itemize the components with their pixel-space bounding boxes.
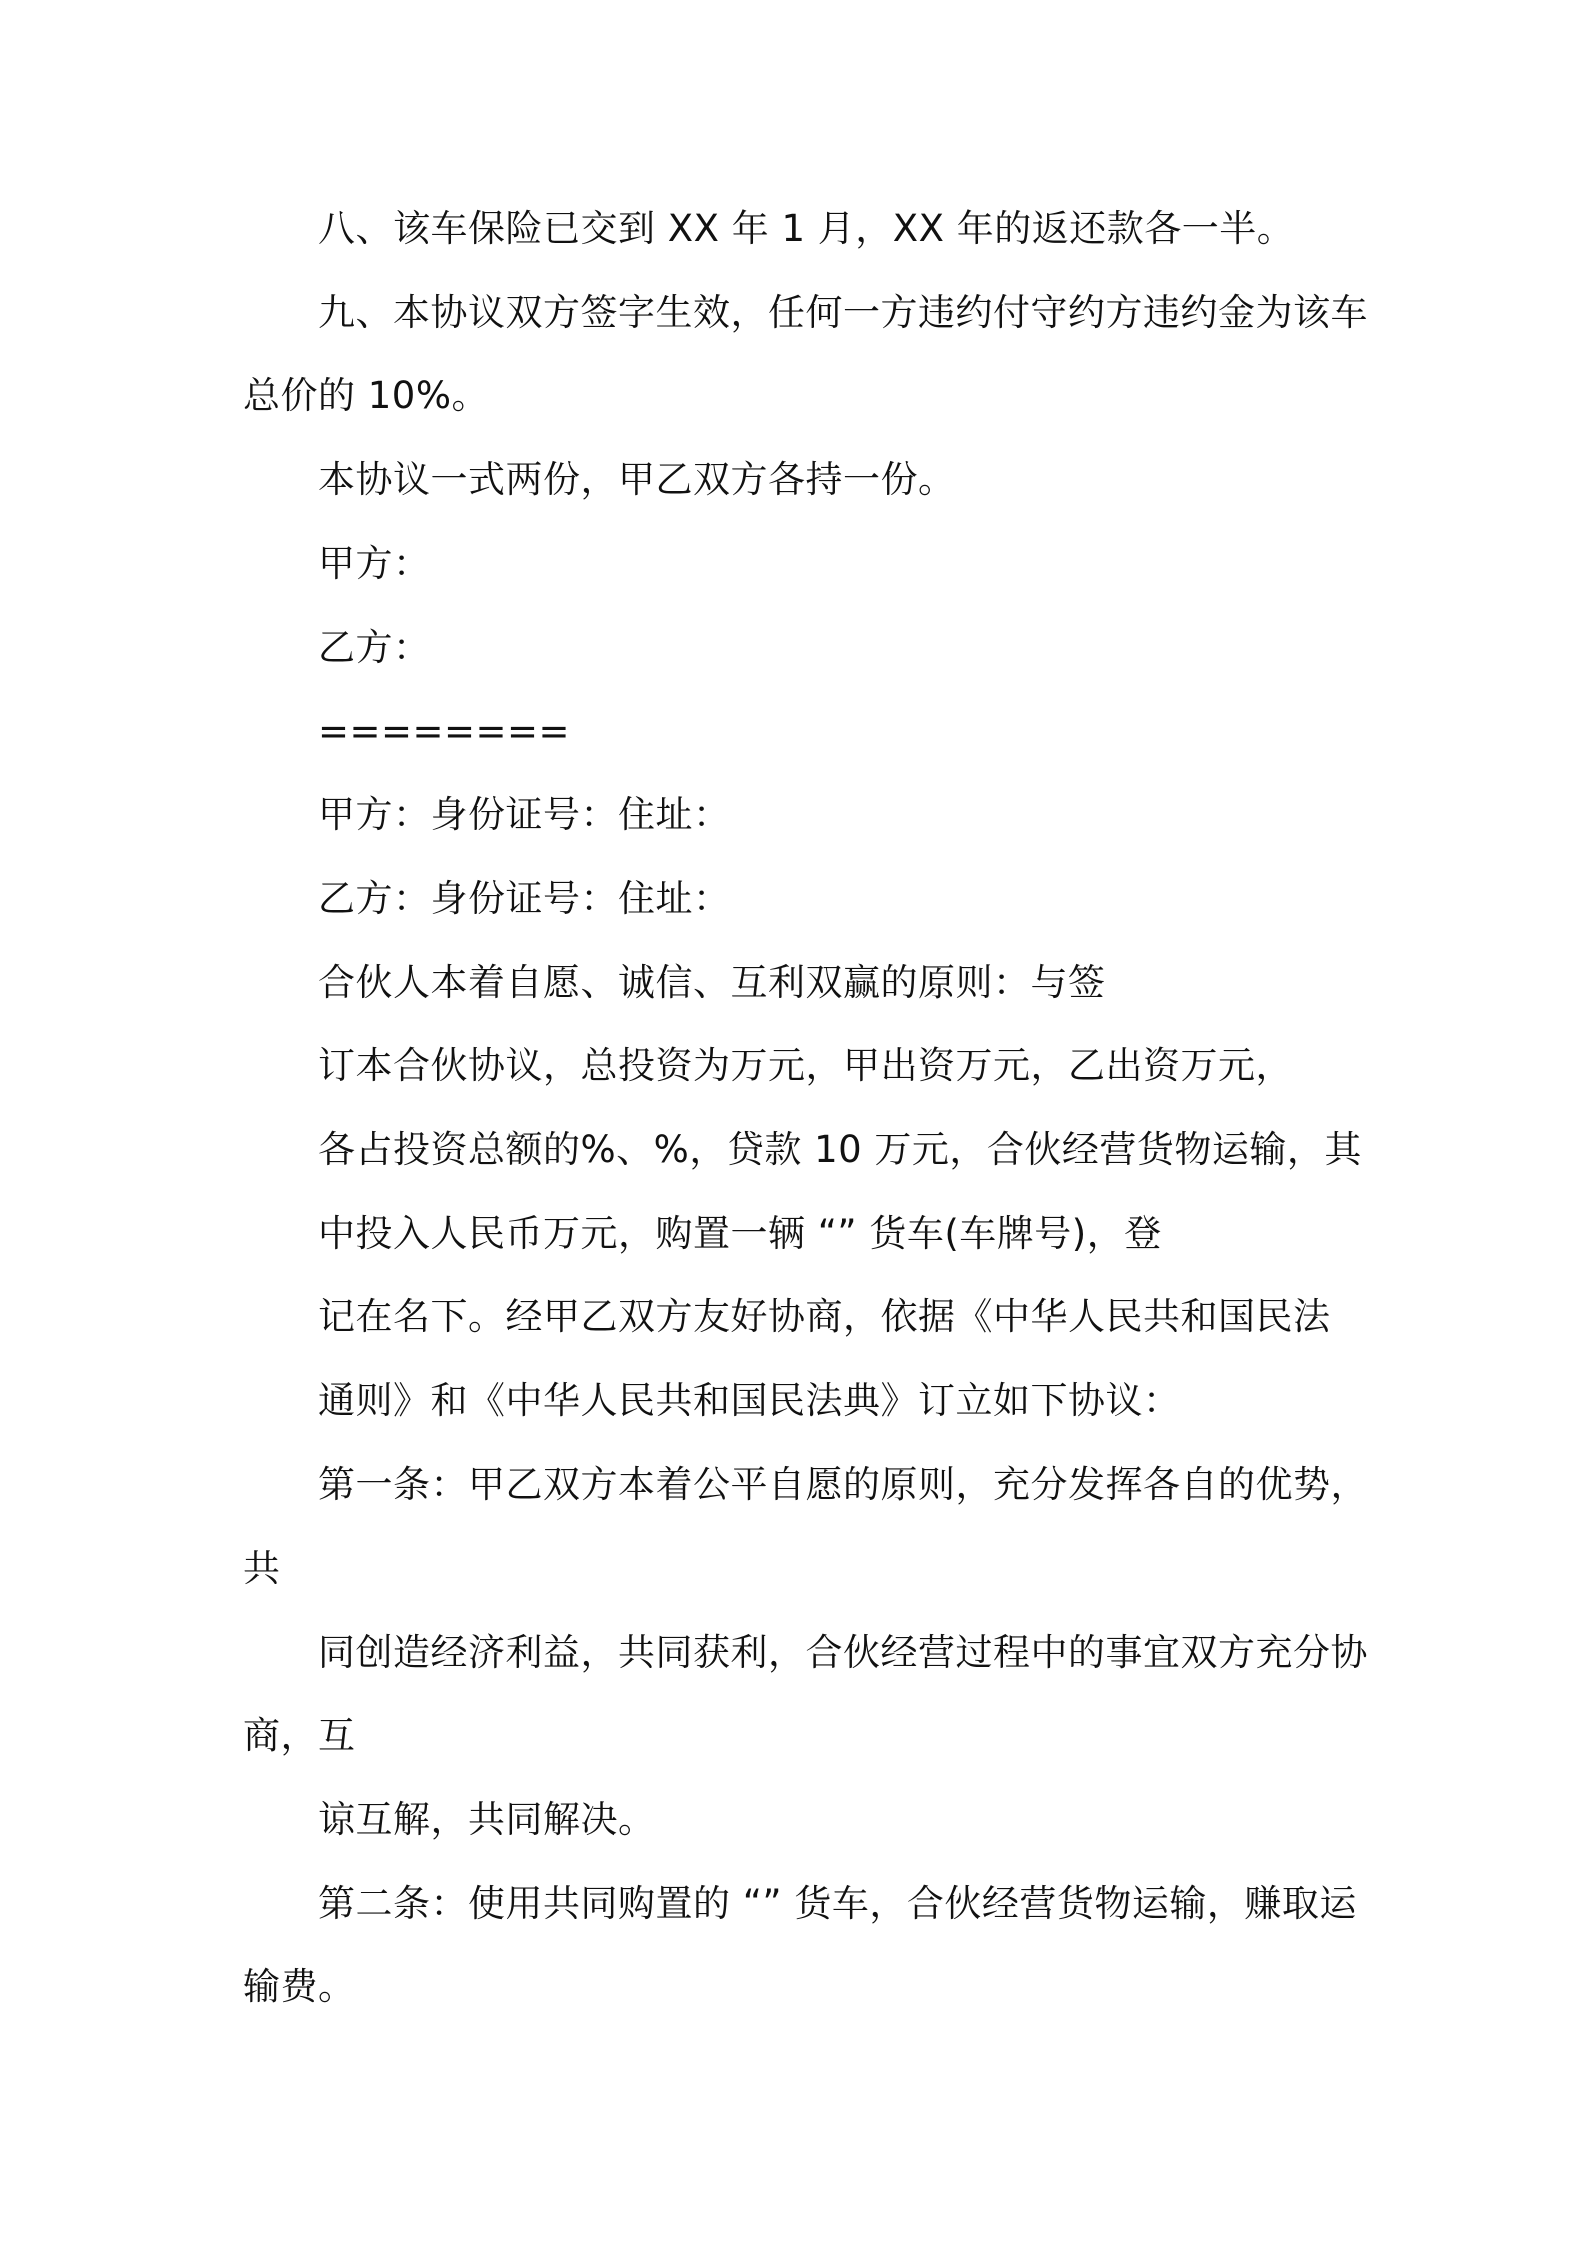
section-separator: ========: [318, 710, 571, 753]
copies-clause: 本协议一式两份，甲乙双方各持一份。: [318, 458, 956, 501]
preamble-line-6: 通则》和《中华人民共和国民法典》订立如下协议：: [318, 1379, 1181, 1422]
clause-9-line-2: 总价的 10%。: [243, 374, 489, 417]
article-1-line-3: 同创造经济利益，共同获利，合伙经营过程中的事宜双方充分协: [318, 1631, 1368, 1674]
party-b-signature-label: 乙方：: [318, 626, 431, 669]
preamble-line-5: 记在名下。经甲乙双方友好协商，依据《中华人民共和国民法: [318, 1295, 1331, 1338]
article-2-line-1: 第二条：使用共同购置的 “” 货车，合伙经营货物运输，赚取运: [318, 1882, 1357, 1925]
clause-8-line: 八、该车保险已交到 XX 年 1 月，XX 年的返还款各一半。: [318, 207, 1295, 250]
party-a-signature-label: 甲方：: [318, 542, 431, 585]
party-a-info-line: 甲方：身份证号：住址：: [318, 793, 731, 836]
article-1-line-4: 商，互: [243, 1714, 356, 1757]
clause-9-line-1: 九、本协议双方签字生效，任何一方违约付守约方违约金为该车: [318, 291, 1368, 334]
article-2-line-2: 输费。: [243, 1965, 356, 2008]
party-b-info-line: 乙方：身份证号：住址：: [318, 877, 731, 920]
article-1-line-2: 共: [243, 1547, 281, 1590]
preamble-line-4: 中投入人民币万元，购置一辆 “” 货车(车牌号)，登: [318, 1212, 1162, 1255]
preamble-line-3: 各占投资总额的%、%，贷款 10 万元，合伙经营货物运输，其: [318, 1128, 1362, 1171]
article-1-line-5: 谅互解，共同解决。: [318, 1798, 656, 1841]
preamble-line-1: 合伙人本着自愿、诚信、互利双赢的原则：与签: [318, 961, 1106, 1004]
preamble-line-2: 订本合伙协议，总投资为万元，甲出资万元，乙出资万元，: [318, 1044, 1293, 1087]
article-1-line-1: 第一条：甲乙双方本着公平自愿的原则，充分发挥各自的优势，: [318, 1463, 1368, 1506]
